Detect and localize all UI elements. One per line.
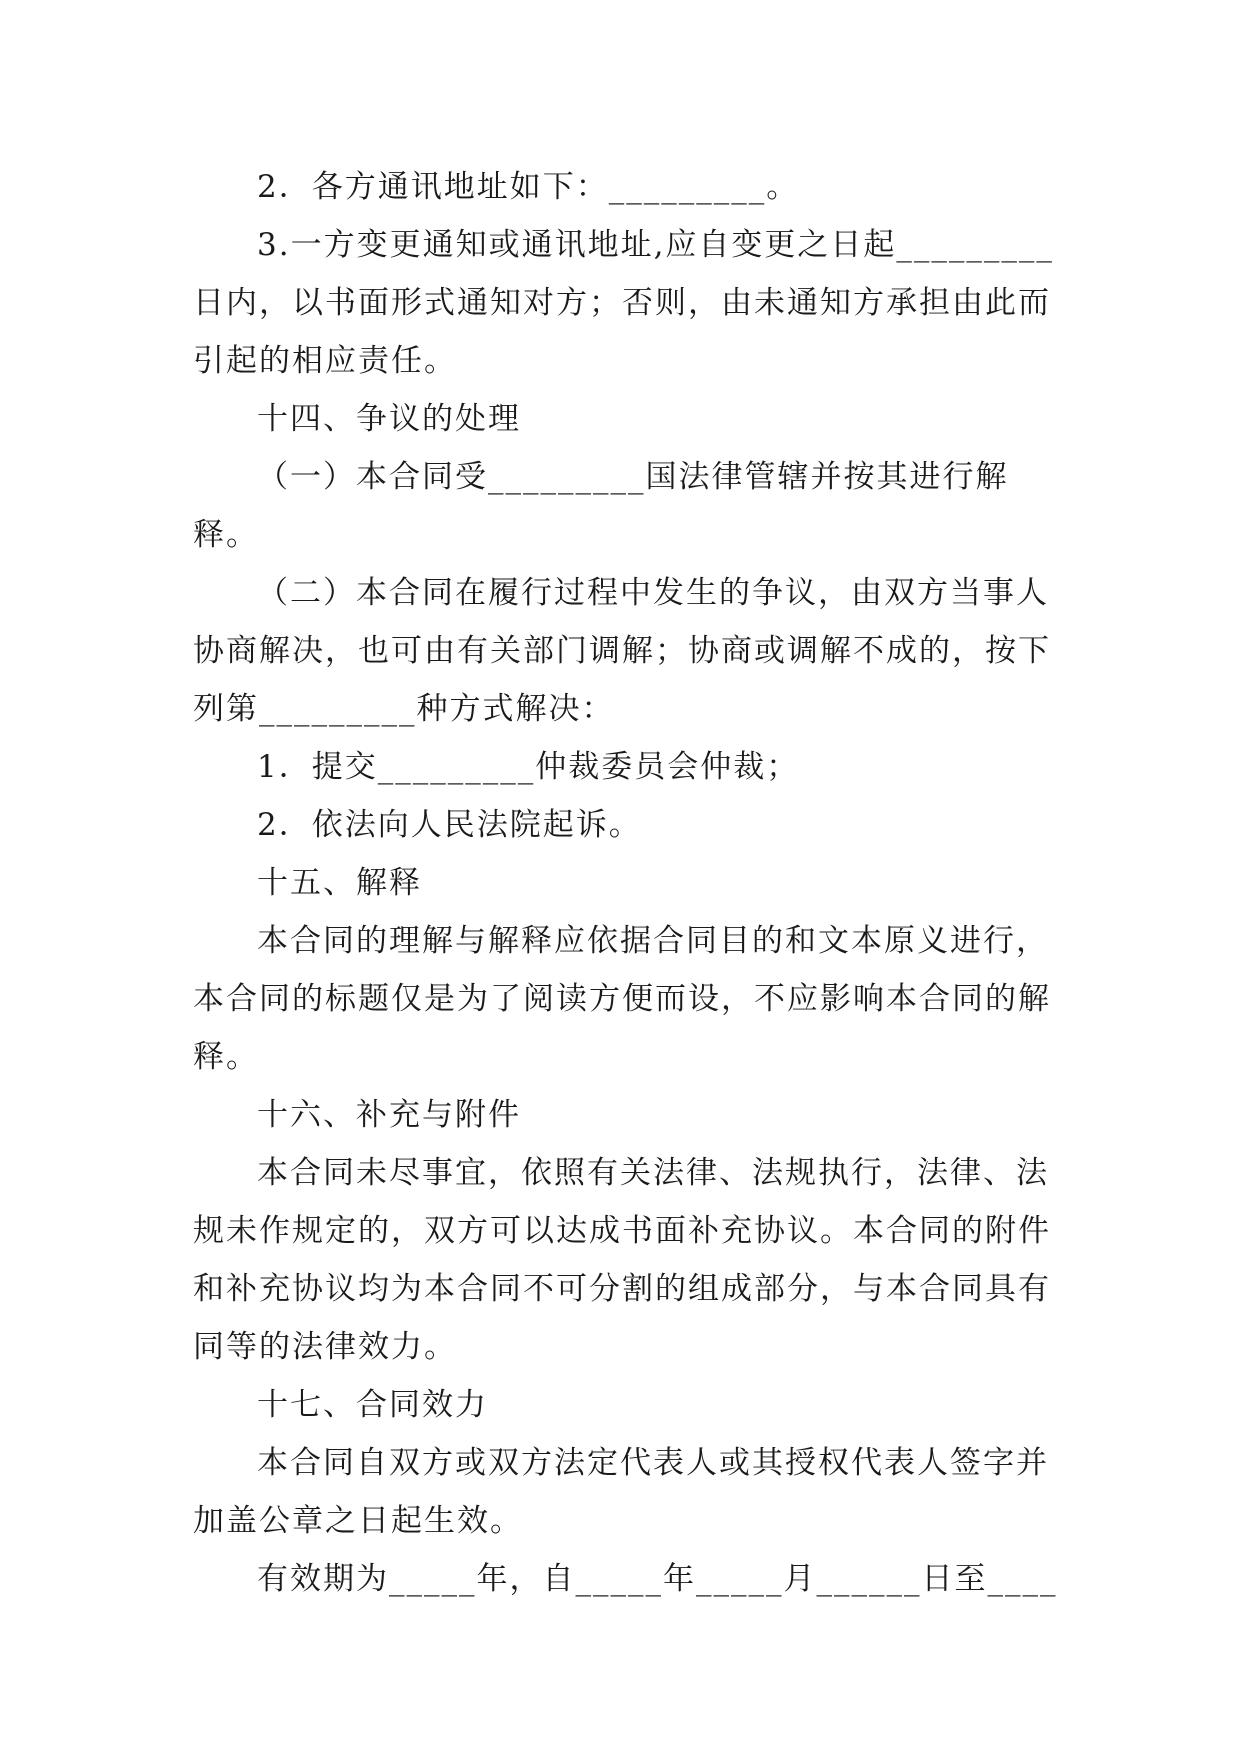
paragraph-arbitration-option: 1．提交_________仲裁委员会仲裁； <box>257 749 800 785</box>
paragraph-supplement: 本合同未尽事宜，依照有关法律、法规执行，法律、法规未作规定的，双方可以达成书面补充协议。本合同的附件和补充协议均为本合同不可分割的组成部分，与本合同具有同等的法律效力。 <box>193 1155 1051 1365</box>
section-heading-dispute: 十四、争议的处理 <box>257 401 521 437</box>
paragraph-interpretation: 本合同的理解与解释应依据合同目的和文本原义进行，本合同的标题仅是为了阅读方便而设，不应影响本合同的解释。 <box>193 923 1051 1075</box>
section-heading-interpretation: 十五、解释 <box>257 865 422 901</box>
section-heading-supplement: 十六、补充与附件 <box>257 1097 521 1133</box>
paragraph-validity-period: 有效期为_____年，自_____年_____月______日至____ <box>257 1561 1058 1597</box>
document-body <box>193 158 1059 1608</box>
paragraph-effect: 本合同自双方或双方法定代表人或其授权代表人签字并加盖公章之日起生效。 <box>193 1445 1049 1539</box>
paragraph-address-list: 2．各方通讯地址如下：_________。 <box>257 169 800 205</box>
section-heading-effect: 十七、合同效力 <box>257 1387 488 1423</box>
paragraph-court-option: 2．依法向人民法院起诉。 <box>257 807 642 843</box>
paragraph-governing-law: （一）本合同受_________国法律管辖并按其进行解释。 <box>193 459 1009 553</box>
paragraph-address-change: 3.一方变更通知或通讯地址,应自变更之日起_________日内，以书面形式通知对方；否则，由未通知方承担由此而引起的相应责任。 <box>193 227 1054 379</box>
paragraph-dispute-resolution: （二）本合同在履行过程中发生的争议，由双方当事人协商解决，也可由有关部门调解；协商或调解不成的，按下列第_________种方式解决： <box>193 575 1051 727</box>
